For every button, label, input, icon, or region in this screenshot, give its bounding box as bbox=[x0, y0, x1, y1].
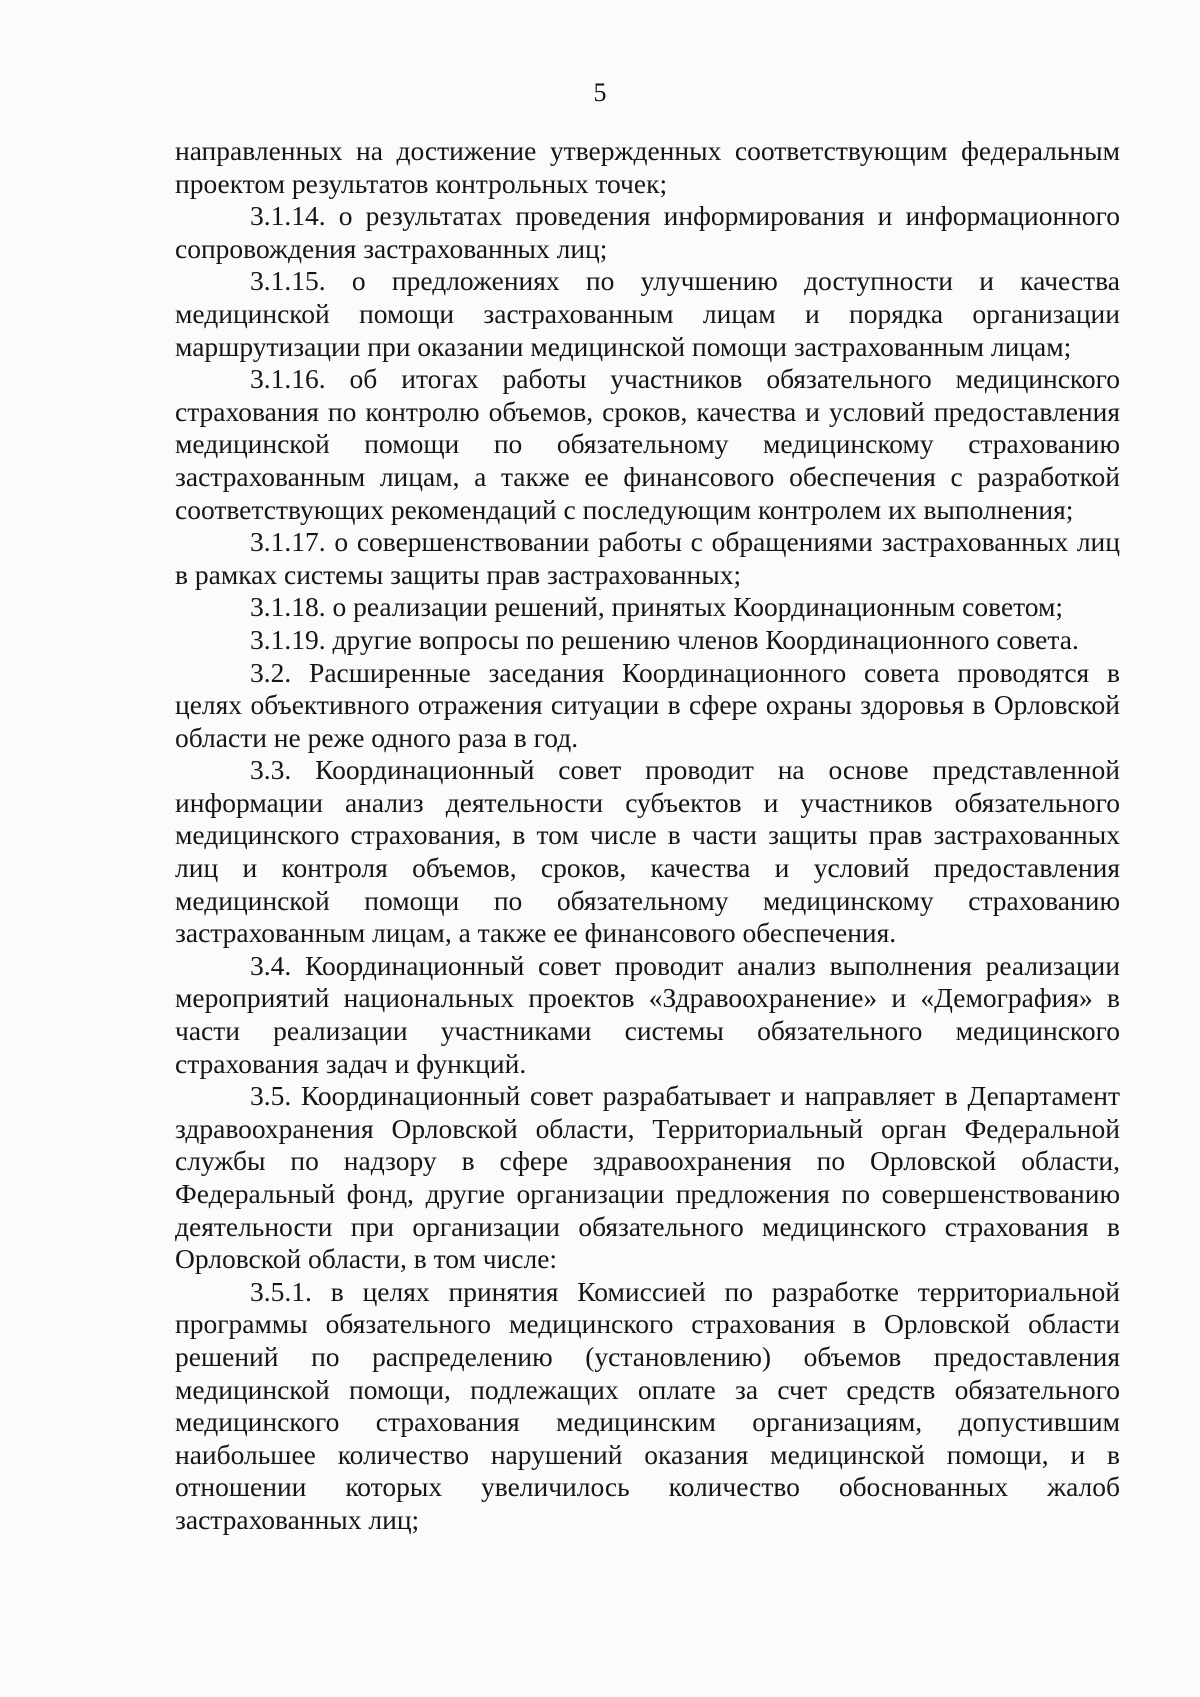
paragraph-continuation: направленных на достижение утвержденных соответствующим федеральным проектом результатов контрольных точек; bbox=[175, 135, 1120, 199]
paragraph-3-2: 3.2. Расширенные заседания Координационного совета проводятся в целях объективного отражения ситуации в сфере охраны здоровья в Орловской области не реже одного раза в год. bbox=[175, 656, 1120, 753]
paragraph-3-1-16: 3.1.16. об итогах работы участников обязательного медицинского страхования по контролю объемов, сроков, качества и условий предоставления медицинской помощи по обязательному медицинскому страхованию застрахованным лицам, а также ее финансового обеспечения с разработкой соответствующих рекомендаций с последующим контролем их выполнения; bbox=[175, 363, 1120, 525]
paragraph-3-1-18: 3.1.18. о реализации решений, принятых Координационным советом; bbox=[250, 591, 1064, 623]
document-body bbox=[175, 135, 1120, 1537]
paragraph-3-5: 3.5. Координационный совет разрабатывает и направляет в Департамент здравоохранения Орловской области, Территориальный орган Федеральной службы по надзору в сфере здравоохранения по Орловской области, Федеральный фонд, другие организации предложения по совершенствованию деятельности при организации обязательного медицинского страхования в Орловской области, в том числе: bbox=[175, 1080, 1120, 1275]
page-number: 5 bbox=[593, 78, 607, 107]
paragraph-3-1-14: 3.1.14. о результатах проведения информирования и информационного сопровождения застрахованных лиц; bbox=[175, 200, 1120, 264]
paragraph-3-4: 3.4. Координационный совет проводит анализ выполнения реализации мероприятий национальных проектов «Здравоохранение» и «Демография» в части реализации участниками системы обязательного медицинского страхования задач и функций. bbox=[175, 949, 1120, 1079]
paragraph-3-1-15: 3.1.15. о предложениях по улучшению доступности и качества медицинской помощи застрахованным лицам и порядка организации маршрутизации при оказании медицинской помощи застрахованным лицам; bbox=[175, 265, 1120, 362]
paragraph-3-1-17: 3.1.17. о совершенствовании работы с обращениями застрахованных лиц в рамках системы защиты прав застрахованных; bbox=[175, 526, 1120, 590]
paragraph-3-3: 3.3. Координационный совет проводит на основе представленной информации анализ деятельности субъектов и участников обязательного медицинского страхования, в том числе в части защиты прав застрахованных лиц и контроля объемов, сроков, качества и условий предоставления медицинской помощи по обязательному медицинскому страхованию застрахованным лицам, а также ее финансового обеспечения. bbox=[175, 754, 1120, 949]
paragraph-3-1-19: 3.1.19. другие вопросы по решению членов Координационного совета. bbox=[250, 623, 1079, 655]
paragraph-3-5-1: 3.5.1. в целях принятия Комиссией по разработке территориальной программы обязательного медицинского страхования в Орловской области решений по распределению (установлению) объемов предоставления медицинской помощи, подлежащих оплате за счет средств обязательного медицинского страхования медицинским организациям, допустившим наибольшее количество нарушений оказания медицинской помощи, и в отношении которых увеличилось количество обоснованных жалоб застрахованных лиц; bbox=[175, 1275, 1120, 1535]
